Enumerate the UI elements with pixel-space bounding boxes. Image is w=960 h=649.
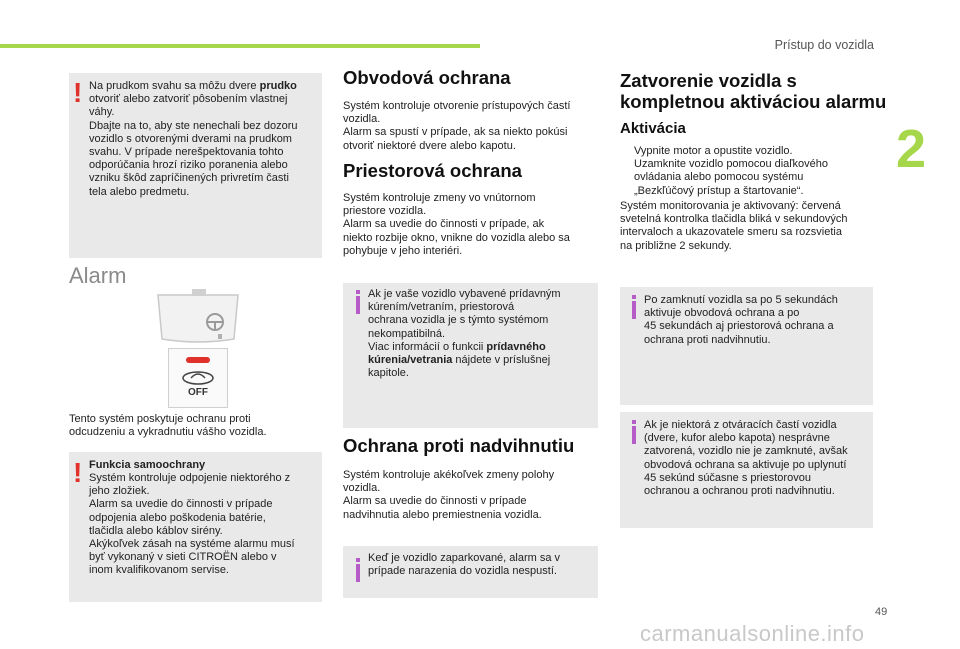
list-bullet [620,145,634,158]
info-text-lock-delay: Po zamknutí vozidla sa po 5 sekundách aktivuje obvodová ochrana a po 45 sekundách aj priestorová ochrana a ochrana proti nadvihnutiu. [644,294,838,346]
info-box-heating [343,283,598,428]
heading-perimeter-protection: Obvodová ochrana [343,67,511,88]
warning-icon: ! [73,77,83,108]
info-text-heating: Ak je vaše vozidlo vybavené prídavným kúrením/vetraním, priestorová ochrana vozidla je s týmto systémom nekompatibilná. Viac informácií o funkcii prídavného kúrenia/vetrania nájdete v príslušnej kapitole. [368,288,561,380]
self-protection-title: Funkcia samoochrany [89,459,206,471]
page-number: 49 [875,606,888,618]
warning-box-self-protection [69,452,322,602]
step-text: Uzamknite vozidlo pomocou diaľkového ovládania alebo pomocou systému „Bezkľúčový prístup a štartovanie“. [634,158,828,197]
volumetric-protection-text: Systém kontroluje zmeny vo vnútornom priestore vozidla. Alarm sa uvedie do činnosti v prípade, ak niekto rozbije okno, vnikne do vozidla alebo sa pohybuje v jeho interiéri. [343,192,570,257]
info-box-open-parts [620,412,873,528]
heading-volumetric-protection: Priestorová ochrana [343,160,522,181]
warning-box-slope [69,73,322,258]
tilt-protection-text: Systém kontroluje akékoľvek zmeny polohy vozidla. Alarm sa uvedie do činnosti v prípade nadvihnutia alebo premiestnenia vozidla. [343,469,555,521]
step-list [620,145,882,198]
step-text: Vypnite motor a opustite vozidlo. [634,145,793,157]
info-text-parked: Keď je vozidlo zaparkované, alarm sa v prípade narazenia do vozidla nespustí. [368,552,561,578]
self-protection-text: Systém kontroluje odpojenie niektorého z jeho zložiek. Alarm sa uvedie do činnosti v prípade odpojenia alebo poškodenia batérie, tlačidla alebo káblov sirény. Akýkoľvek zásah na systéme alarmu musí byť vykonaný v sieti CITROËN alebo v inom kvalifikovanom servise. [89,472,295,577]
chapter-number: 2 [896,119,927,179]
list-item [620,145,882,158]
off-label: OFF [188,387,208,398]
info-box-parked [343,546,598,598]
alarm-intro-text: Tento systém poskytuje ochranu proti odcudzeniu a vykradnutiu vášho vozidla. [69,413,267,439]
section-title: Prístup do vozidla [774,38,874,52]
warning-icon: ! [73,457,83,488]
info-icon [352,290,363,316]
rearview-mirror-illustration [148,287,248,347]
info-icon [352,558,363,584]
info-box-lock-delay [620,287,873,405]
watermark: carmanualsonline.info [640,621,865,646]
info-text-open-parts: Ak je niektorá z otváracích častí vozidla (dvere, kufor alebo kapota) nesprávne zatvorená, vozidlo nie je zamknuté, avšak obvodová ochrana sa aktivuje po uplynutí 45 sekúnd súčasne s priestorovou ochranou a ochranou proti nadvihnutiu. [644,419,848,498]
red-indicator-led [186,357,210,363]
heading-activation: Aktivácia [620,120,686,137]
car-alarm-icon [181,368,215,386]
heading-lock-full-alarm: Zatvorenie vozidla s kompletnou aktiváciou alarmu [620,70,887,112]
perimeter-protection-text: Systém kontroluje otvorenie prístupových častí vozidla. Alarm sa spustí v prípade, ak sa niekto pokúsi otvoriť niektoré dvere alebo kapotu. [343,100,571,152]
info-icon [628,295,639,321]
warning-text-slope: Na prudkom svahu sa môžu dvere prudko otvoriť alebo zatvoriť pôsobením vlastnej váhy. Dbajte na to, aby ste nenechali bez dozoru vozidlo s otvorenými dverami na prudkom svahu. V prípade nerešpektovania tohto odporúčania hrozí riziko poranenia alebo vzniku škôd zapríčinených privretím časti tela alebo predmetu. [89,80,298,198]
list-bullet [620,158,634,198]
info-icon [628,420,639,446]
alarm-off-button-illustration [168,348,228,408]
alarm-heading: Alarm [69,263,127,288]
heading-tilt-protection: Ochrana proti nadvihnutiu [343,435,575,456]
list-item [620,158,882,198]
monitoring-text: Systém monitorovania je aktivovaný: červená svetelná kontrolka tlačidla bliká v sekundových intervaloch a ukazovatele smeru sa rozsvietia na približne 2 sekundy. [620,200,848,252]
header-accent-bar [0,44,480,48]
